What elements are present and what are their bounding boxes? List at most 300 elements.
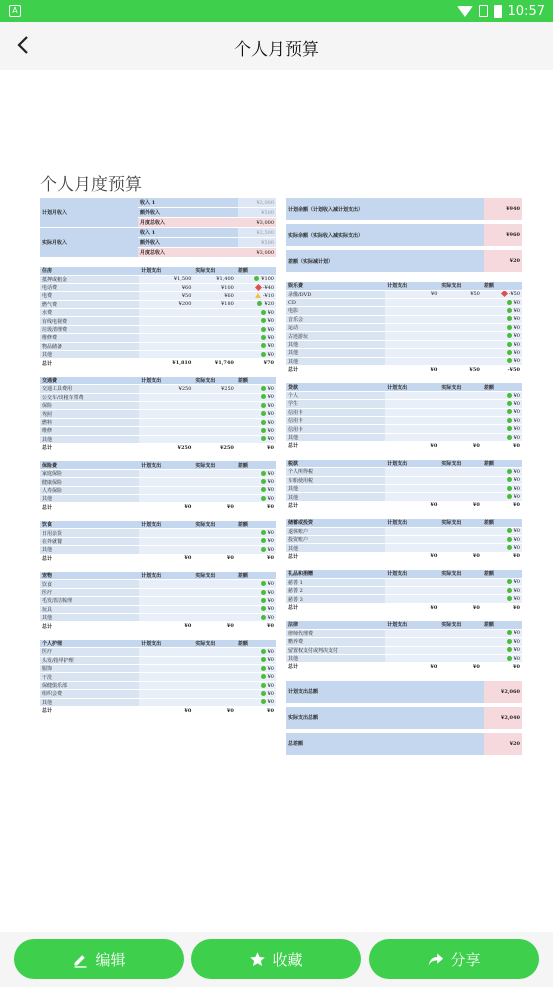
green-dot-icon — [261, 343, 266, 348]
budget-section — [40, 521, 276, 563]
item-actual — [439, 417, 481, 425]
total-row — [40, 707, 276, 715]
item-diff-cell — [236, 529, 276, 537]
item-actual — [439, 629, 481, 637]
table-row — [286, 595, 522, 603]
table-row — [286, 324, 522, 332]
item-diff: ¥0 — [267, 690, 274, 697]
item-name: 其他 — [286, 433, 385, 441]
item-diff-cell — [236, 334, 276, 342]
yellow-triangle-icon — [255, 293, 261, 298]
item-diff-cell — [236, 309, 276, 317]
table-row — [40, 537, 276, 545]
item-name: 垃圾清理费 — [40, 325, 139, 333]
total-label: 总计 — [40, 503, 139, 511]
balance-value: ¥960 — [484, 224, 522, 246]
item-diff: ¥0 — [267, 674, 274, 681]
item-diff-cell — [482, 468, 522, 476]
budget-section — [286, 519, 522, 561]
grand-total-value: ¥2,040 — [484, 707, 522, 729]
total-plan: ¥250 — [139, 444, 193, 452]
item-name: 医疗 — [40, 588, 139, 596]
item-actual — [193, 393, 235, 401]
total-diff: ¥0 — [236, 503, 276, 511]
green-dot-icon — [507, 418, 512, 423]
item-actual — [439, 357, 481, 365]
grand-total-row — [286, 681, 522, 703]
budget-table — [286, 282, 522, 374]
item-actual — [193, 427, 235, 435]
item-name: 其他 — [286, 357, 385, 365]
item-plan — [385, 298, 439, 306]
item-name: 学生 — [286, 400, 385, 408]
total-row — [286, 552, 522, 560]
total-diff: -¥50 — [482, 366, 522, 374]
pencil-icon — [72, 951, 89, 968]
item-actual — [439, 468, 481, 476]
actual-header: 实际支出 — [193, 572, 235, 580]
total-actual: ¥0 — [439, 663, 481, 671]
budget-table — [40, 572, 276, 631]
item-actual — [439, 298, 481, 306]
green-dot-icon — [261, 420, 266, 425]
section-title: 税款 — [286, 460, 385, 468]
green-dot-icon — [261, 590, 266, 595]
diff-header: 差额 — [482, 282, 522, 290]
item-name: 饮食 — [40, 580, 139, 588]
budget-table — [286, 383, 522, 450]
item-name: 其他 — [286, 654, 385, 662]
table-row — [40, 342, 276, 350]
plan-header: 计划支出 — [139, 572, 193, 580]
total-plan: ¥1,810 — [139, 359, 193, 367]
item-actual — [439, 324, 481, 332]
table-row — [286, 638, 522, 646]
item-diff: ¥0 — [513, 536, 520, 543]
item-actual: ¥50 — [439, 290, 481, 298]
total-diff: ¥0 — [236, 444, 276, 452]
table-row — [40, 580, 276, 588]
actual-header: 实际支出 — [193, 461, 235, 469]
item-actual — [193, 665, 235, 673]
total-actual: ¥0 — [439, 603, 481, 611]
item-plan — [385, 332, 439, 340]
table-row — [286, 587, 522, 595]
item-actual — [193, 334, 235, 342]
table-row — [286, 476, 522, 484]
income-row-value: ¥500 — [238, 208, 276, 217]
item-name: 慈善 2 — [286, 587, 385, 595]
item-diff-cell — [482, 587, 522, 595]
item-actual — [439, 527, 481, 535]
item-diff-cell — [482, 654, 522, 662]
green-dot-icon — [261, 352, 266, 357]
green-dot-icon — [507, 477, 512, 482]
item-name: 其他 — [286, 349, 385, 357]
item-actual — [193, 529, 235, 537]
item-diff: ¥0 — [267, 665, 274, 672]
edit-button[interactable] — [14, 939, 184, 979]
table-row — [40, 486, 276, 494]
item-name: 慈善 1 — [286, 578, 385, 586]
green-dot-icon — [257, 301, 262, 306]
item-name: 组织会费 — [40, 690, 139, 698]
budget-table — [40, 461, 276, 511]
item-plan — [385, 646, 439, 654]
item-plan — [139, 614, 193, 622]
table-header-row — [40, 640, 276, 648]
income-row — [138, 248, 276, 258]
item-diff: ¥0 — [267, 606, 274, 613]
grand-total-value: ¥20 — [484, 733, 522, 755]
item-diff: ¥0 — [267, 648, 274, 655]
balance-row — [286, 224, 522, 246]
table-header-row — [40, 377, 276, 385]
item-diff: ¥0 — [267, 487, 274, 494]
actual-header: 实际支出 — [439, 282, 481, 290]
item-diff: ¥0 — [513, 324, 520, 331]
diff-header: 差额 — [482, 621, 522, 629]
item-diff: ¥0 — [267, 470, 274, 477]
plan-header: 计划支出 — [385, 383, 439, 391]
income-summary-block — [40, 228, 276, 258]
item-name: 录像/DVD — [286, 290, 385, 298]
green-dot-icon — [507, 358, 512, 363]
item-diff-cell — [236, 410, 276, 418]
item-plan: ¥1,500 — [139, 275, 193, 283]
item-actual — [439, 587, 481, 595]
item-name: 其他 — [286, 484, 385, 492]
table-header-row — [286, 282, 522, 290]
item-plan — [139, 681, 193, 689]
item-name: 其他 — [40, 435, 139, 443]
item-name: 电话费 — [40, 283, 139, 291]
item-plan — [139, 351, 193, 359]
item-diff: ¥0 — [513, 494, 520, 500]
income-row — [138, 208, 276, 218]
page-title: 个人月预算 — [234, 40, 319, 60]
income-row — [138, 238, 276, 248]
item-plan — [385, 654, 439, 662]
total-diff: ¥0 — [482, 552, 522, 560]
edit-label: 编辑 — [95, 950, 126, 969]
item-name: 家庭保险 — [40, 469, 139, 477]
item-actual — [439, 476, 481, 484]
table-header-row — [286, 621, 522, 629]
item-diff-cell — [482, 332, 522, 340]
item-diff-cell — [236, 580, 276, 588]
item-plan — [139, 605, 193, 613]
total-actual: ¥0 — [193, 503, 235, 511]
item-actual — [439, 332, 481, 340]
share-button[interactable] — [369, 939, 539, 979]
item-name: 律师代理费 — [286, 629, 385, 637]
green-dot-icon — [261, 649, 266, 654]
item-diff: ¥0 — [267, 699, 274, 706]
item-plan — [139, 495, 193, 503]
item-plan — [139, 309, 193, 317]
green-dot-icon — [261, 538, 266, 543]
item-name: 玩具 — [40, 605, 139, 613]
item-name: 燃气费 — [40, 300, 139, 308]
table-row — [40, 614, 276, 622]
income-row-value: ¥3,000 — [238, 218, 276, 227]
total-row — [40, 444, 276, 452]
green-dot-icon — [507, 409, 512, 414]
item-diff-cell — [482, 400, 522, 408]
table-row — [286, 578, 522, 586]
item-actual — [439, 408, 481, 416]
item-plan — [385, 578, 439, 586]
item-actual — [193, 495, 235, 503]
item-name: 个人 — [286, 391, 385, 399]
green-dot-icon — [261, 471, 266, 476]
total-label: 总计 — [40, 554, 139, 562]
item-plan — [385, 476, 439, 484]
item-actual — [193, 351, 235, 359]
table-row — [40, 427, 276, 435]
table-row — [286, 425, 522, 433]
item-diff-cell — [482, 349, 522, 357]
item-name: 维修 — [40, 427, 139, 435]
item-actual — [193, 656, 235, 664]
income-row-value: ¥2,000 — [238, 198, 276, 207]
table-row — [286, 527, 522, 535]
total-actual: ¥50 — [439, 366, 481, 374]
total-plan: ¥0 — [385, 366, 439, 374]
item-name: 信用卡 — [286, 408, 385, 416]
item-name: 燃料 — [40, 418, 139, 426]
item-diff-cell — [236, 418, 276, 426]
item-actual — [193, 546, 235, 554]
item-diff-cell — [236, 698, 276, 706]
item-name: 退休账户 — [286, 527, 385, 535]
green-dot-icon — [261, 335, 266, 340]
table-header-row — [40, 461, 276, 469]
document-title: 个人月度预算 — [40, 175, 142, 195]
total-plan: ¥0 — [385, 552, 439, 560]
item-name: 音乐会 — [286, 315, 385, 323]
plan-header: 计划支出 — [139, 461, 193, 469]
table-row — [40, 605, 276, 613]
item-name: 毛发清洁梳理 — [40, 597, 139, 605]
income-rows — [138, 228, 276, 258]
item-actual — [193, 537, 235, 545]
table-row — [286, 646, 522, 654]
plan-header: 计划支出 — [385, 282, 439, 290]
item-actual — [193, 648, 235, 656]
item-plan — [139, 580, 193, 588]
item-actual: ¥180 — [193, 300, 235, 308]
item-actual: ¥1,400 — [193, 275, 235, 283]
document-preview[interactable] — [0, 70, 553, 932]
item-name: 其他 — [286, 340, 385, 348]
table-header-row — [286, 570, 522, 578]
item-diff-cell — [236, 537, 276, 545]
grand-total-label: 计划支出总额 — [286, 681, 484, 703]
item-plan — [139, 334, 193, 342]
green-dot-icon — [507, 393, 512, 398]
item-plan: ¥200 — [139, 300, 193, 308]
item-diff: ¥0 — [513, 587, 520, 594]
green-dot-icon — [261, 699, 266, 704]
green-dot-icon — [261, 657, 266, 662]
item-diff-cell — [236, 597, 276, 605]
section-title: 保险费 — [40, 461, 139, 469]
item-plan — [385, 417, 439, 425]
section-title: 住房 — [40, 267, 139, 275]
item-diff: ¥20 — [264, 301, 274, 308]
item-actual — [439, 646, 481, 654]
plan-header: 计划支出 — [385, 460, 439, 468]
item-actual — [439, 315, 481, 323]
table-row — [40, 410, 276, 418]
table-row — [286, 544, 522, 552]
item-actual — [193, 698, 235, 706]
actual-header: 实际支出 — [439, 383, 481, 391]
item-plan — [385, 638, 439, 646]
table-row — [40, 698, 276, 706]
item-actual — [193, 614, 235, 622]
item-name: 服饰 — [40, 665, 139, 673]
item-diff: ¥0 — [513, 655, 520, 662]
item-diff-cell — [236, 681, 276, 689]
item-diff-cell — [482, 433, 522, 441]
table-header-row — [286, 519, 522, 527]
green-dot-icon — [261, 691, 266, 696]
budget-section — [286, 383, 522, 450]
item-diff: ¥0 — [267, 682, 274, 689]
budget-table — [286, 460, 522, 510]
total-actual: ¥0 — [193, 622, 235, 630]
actual-header: 实际支出 — [193, 640, 235, 648]
item-diff: ¥0 — [513, 528, 520, 535]
item-diff-cell — [482, 417, 522, 425]
balance-label: 计划余额（计划收入减计划支出） — [286, 198, 484, 220]
budget-section — [286, 460, 522, 510]
green-dot-icon — [507, 596, 512, 601]
total-label: 总计 — [40, 622, 139, 630]
item-diff-cell — [236, 656, 276, 664]
green-dot-icon — [507, 630, 512, 635]
item-name: 其他 — [286, 544, 385, 552]
item-diff-cell — [482, 595, 522, 603]
total-diff: ¥0 — [482, 663, 522, 671]
item-diff: ¥0 — [513, 485, 520, 492]
item-diff-cell — [482, 298, 522, 306]
red-diamond-icon — [501, 290, 508, 297]
income-row-label: 月度总收入 — [138, 248, 238, 257]
green-dot-icon — [261, 310, 266, 315]
total-actual: ¥0 — [193, 554, 235, 562]
actual-header: 实际支出 — [439, 621, 481, 629]
item-name: 古迹游玩 — [286, 332, 385, 340]
budget-table — [286, 621, 522, 671]
item-plan: ¥50 — [139, 292, 193, 300]
item-diff: ¥0 — [267, 495, 274, 502]
green-dot-icon — [507, 469, 512, 474]
item-plan — [139, 546, 193, 554]
item-diff-cell — [236, 614, 276, 622]
item-name: 保险 — [40, 402, 139, 410]
item-diff: ¥0 — [267, 326, 274, 333]
section-title: 交通费 — [40, 377, 139, 385]
item-diff-cell — [482, 544, 522, 552]
item-diff: ¥0 — [267, 436, 274, 443]
item-plan — [385, 493, 439, 501]
budget-table — [286, 519, 522, 561]
total-diff: ¥0 — [482, 603, 522, 611]
item-diff: ¥0 — [267, 530, 274, 537]
green-dot-icon — [507, 316, 512, 321]
item-plan: ¥250 — [139, 385, 193, 393]
table-row — [40, 283, 276, 291]
item-diff-cell — [236, 393, 276, 401]
table-row — [286, 629, 522, 637]
item-actual — [439, 391, 481, 399]
table-row — [286, 468, 522, 476]
total-label: 总计 — [40, 707, 139, 715]
item-name: 驾照 — [40, 410, 139, 418]
green-dot-icon — [261, 403, 266, 408]
item-diff-cell — [482, 646, 522, 654]
grand-total-row — [286, 733, 522, 755]
green-dot-icon — [261, 428, 266, 433]
sim-icon — [479, 5, 488, 17]
item-name: 在外就餐 — [40, 537, 139, 545]
diff-header: 差额 — [236, 572, 276, 580]
item-diff: ¥0 — [513, 358, 520, 365]
table-row — [40, 546, 276, 554]
income-row-label: 月度总收入 — [138, 218, 238, 227]
item-name: 其他 — [40, 546, 139, 554]
item-diff: ¥0 — [513, 409, 520, 416]
item-name: 其他 — [40, 614, 139, 622]
total-diff: ¥0 — [482, 501, 522, 509]
actual-header: 实际支出 — [439, 570, 481, 578]
item-actual — [193, 673, 235, 681]
item-plan — [139, 418, 193, 426]
item-diff-cell — [236, 486, 276, 494]
table-row — [286, 433, 522, 441]
item-diff-cell — [236, 317, 276, 325]
table-row — [40, 435, 276, 443]
share-label: 分享 — [450, 950, 481, 969]
table-row — [286, 349, 522, 357]
total-actual: ¥0 — [193, 707, 235, 715]
income-summary-block — [40, 198, 276, 228]
total-row — [286, 501, 522, 509]
star-icon — [249, 951, 266, 968]
item-plan — [139, 588, 193, 596]
green-dot-icon — [507, 300, 512, 305]
table-row — [286, 298, 522, 306]
green-dot-icon — [261, 479, 266, 484]
budget-table — [40, 640, 276, 716]
table-row — [40, 656, 276, 664]
favorite-button[interactable] — [191, 939, 361, 979]
item-actual — [193, 435, 235, 443]
total-row — [286, 663, 522, 671]
section-title: 饮食 — [40, 521, 139, 529]
plan-header: 计划支出 — [139, 267, 193, 275]
item-diff: ¥0 — [513, 316, 520, 323]
item-actual: ¥100 — [193, 283, 235, 291]
item-diff: ¥0 — [267, 614, 274, 621]
item-diff-cell — [482, 638, 522, 646]
item-name: 赡养费 — [286, 638, 385, 646]
total-plan: ¥0 — [139, 503, 193, 511]
